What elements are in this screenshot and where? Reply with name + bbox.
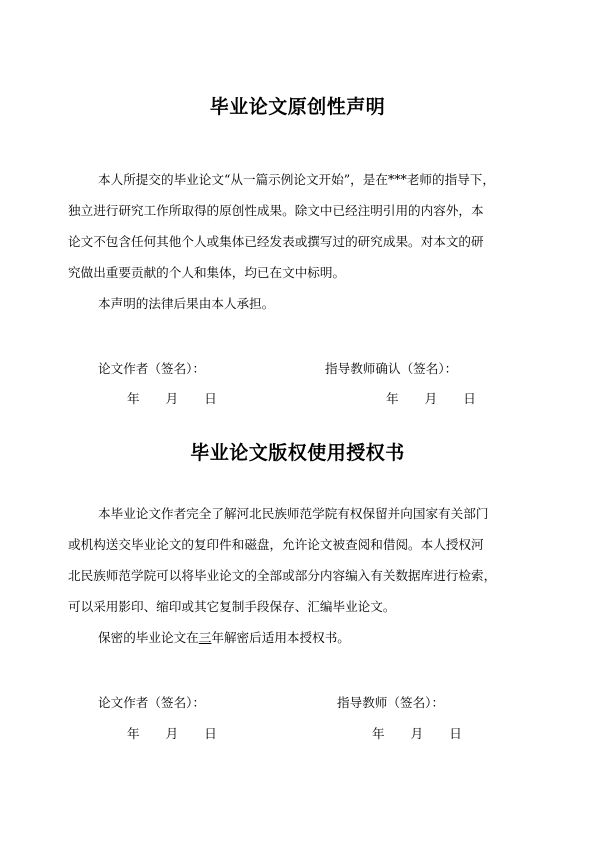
- secrecy-suffix: 年解密后适用本授权书。: [211, 630, 350, 645]
- month-label: 月: [410, 726, 424, 741]
- authorization-title: 毕业论文版权使用授权书: [190, 442, 405, 464]
- month-label: 月: [165, 726, 179, 741]
- authorization-line-1: 本毕业论文作者完全了解河北民族师范学院有权保留并向国家有关部门: [98, 506, 489, 521]
- day-label: 日: [463, 391, 476, 406]
- year-label: 年: [127, 726, 140, 741]
- day-label: 日: [204, 726, 217, 741]
- day-label: 日: [204, 391, 217, 406]
- authorization-line-4: 可以采用影印、缩印或其它复制手段保存、汇编毕业论文。: [68, 599, 396, 614]
- authorization-line-2: 或机构送交毕业论文的复印件和磁盘，允许论文被查阅和借阅。本人授权河: [68, 537, 484, 552]
- authorization-author-signature-label: 论文作者（签名）：: [98, 695, 206, 710]
- declaration-line-3: 论文不包含任何其他个人或集体已经发表或撰写过的研究成果。对本文的研: [68, 234, 484, 249]
- year-label: 年: [386, 391, 399, 406]
- authorization-author-date: [127, 723, 217, 742]
- day-label: 日: [449, 726, 462, 741]
- month-label: 月: [165, 391, 179, 406]
- declaration-title: 毕业论文原创性声明: [209, 96, 386, 118]
- declaration-advisor-signature-label: 指导教师确认（签名）：: [325, 361, 458, 376]
- year-label: 年: [127, 391, 140, 406]
- declaration-liability: 本声明的法律后果由本人承担。: [98, 296, 275, 311]
- declaration-advisor-date: [386, 388, 476, 407]
- authorization-advisor-signature-label: 指导教师（签名）：: [337, 695, 445, 710]
- secrecy-prefix: 保密的毕业论文在: [98, 630, 199, 645]
- month-label: 月: [424, 391, 438, 406]
- authorization-advisor-date: [372, 723, 462, 742]
- declaration-line-2: 独立进行研究工作所取得的原创性成果。除文中已经注明引用的内容外，本: [68, 203, 484, 218]
- authorization-secrecy-line: [98, 630, 350, 646]
- year-label: 年: [372, 726, 385, 741]
- secrecy-years: 三: [198, 630, 212, 645]
- declaration-author-date: [127, 388, 217, 407]
- declaration-line-4: 究做出重要贡献的个人和集体，均已在文中标明。: [68, 265, 346, 280]
- authorization-line-3: 北民族师范学院可以将毕业论文的全部或部分内容编入有关数据库进行检索，: [68, 568, 497, 583]
- declaration-author-signature-label: 论文作者（签名）：: [98, 361, 206, 376]
- declaration-line-1: 本人所提交的毕业论文“从一篇示例论文开始”，是在***老师的指导下，: [98, 172, 495, 187]
